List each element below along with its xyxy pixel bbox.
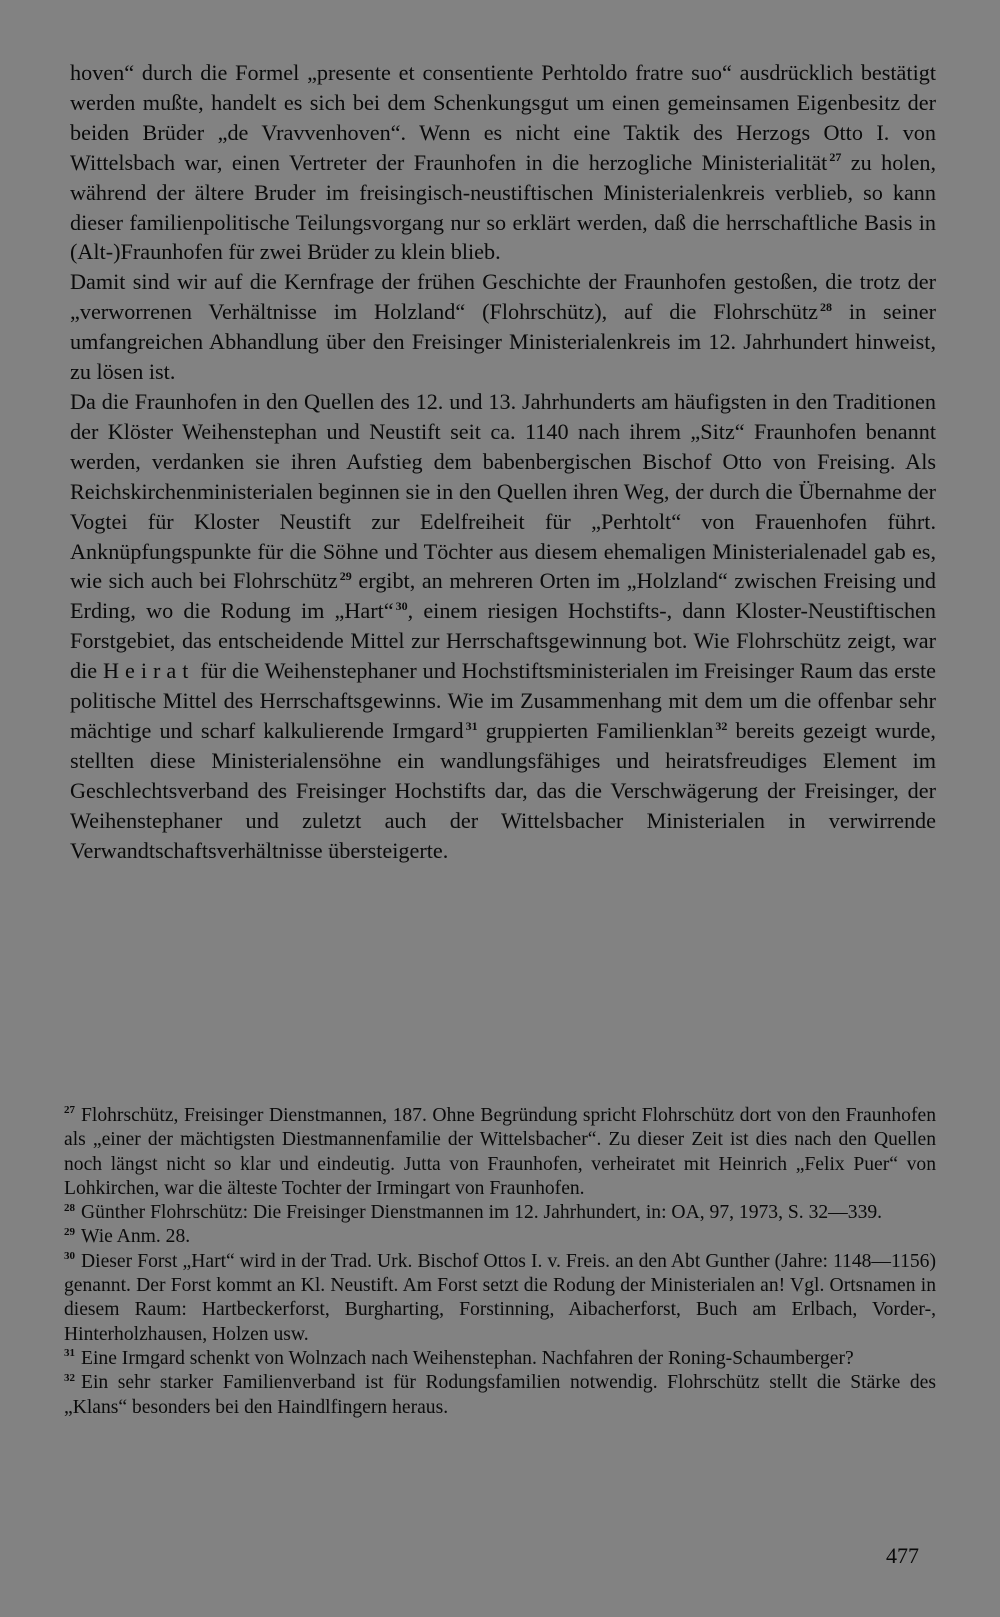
- footnote-32: [64, 1371, 936, 1420]
- footnote-ref-27: 27: [829, 150, 842, 165]
- footnote-text: Dieser Forst „Hart“ wird in der Trad. Urk. Bischof Ottos I. v. Freis. an den Abt Gunther (Jahre: 1148—1156) genannt. Der Forst kommt an Kl. Neustift. Am Forst setzt die Rodung der Ministerialen an! Vgl. Ortsnamen in diesem Raum: Hartbeckerforst, Burgharting, Forstinning, Aibacherforst, Buch am Erlbach, Vorder-, Hinterholzhausen, Holzen usw.: [64, 1250, 936, 1345]
- paragraph-1-text-b: zu holen, während der ältere Bruder im freisingisch-neustiftischen Ministerialenkreis verblieb, so kann dieser familienpolitische Teilungsvorgang nur so erklärt werden, daß die herrschaftliche Basis in (Alt-)Fraunhofen für zwei Brüder zu klein blieb.: [70, 149, 936, 265]
- footnote-text: Ein sehr starker Familienverband ist für Rodungsfamilien notwendig. Flohrschütz stellt die Stärke des „Klans“ besonders bei den Haindlfingern heraus.: [64, 1372, 936, 1418]
- paragraph-1: [70, 58, 936, 267]
- footnote-number: 27: [64, 1104, 75, 1117]
- footnote-28: [64, 1201, 936, 1225]
- paragraph-3-text-e: gruppierten Familienklan: [477, 717, 714, 743]
- emphasis-heirat: Heirat: [102, 658, 195, 684]
- paragraph-3: [70, 387, 936, 866]
- paragraph-3-text-d: für die Weihenstephaner und Hochstiftsministerialen im Freisinger Raum das erste politische Mittel des Herrschaftsgewinns. Wie im Zusammenhang mit dem um die offenbar sehr mächtige und scharf kalkulierende Irmgard: [70, 658, 936, 743]
- footnote-27: [64, 1104, 936, 1201]
- footnote-ref-29: 29: [339, 569, 352, 584]
- footnote-number: 30: [64, 1250, 75, 1263]
- footnotes: [64, 1104, 936, 1420]
- footnote-number: 31: [64, 1347, 75, 1360]
- footnote-ref-28: 28: [820, 299, 832, 314]
- footnote-number: 29: [64, 1225, 75, 1238]
- paragraph-1-text-a: hoven“ durch die Formel „presente et consentiente Perhtoldo fratre suo“ ausdrücklich bestätigt werden mußte, handelt es sich bei dem Schenkungsgut um einen gemeinsamen Eigenbesitz der beiden Brüder „de Vravvenhoven“. Wenn es nicht eine Taktik des Herzogs Otto I. von Wittelsbach war, einen Vertreter der Fraunhofen in die herzogliche Ministerialität: [70, 60, 936, 175]
- paragraph-2-text-b: in seiner umfangreichen Abhandlung über den Freisinger Ministerialenkreis im 12. Jahrhundert hinweist, zu lösen ist.: [70, 299, 936, 385]
- footnote-31: [64, 1347, 936, 1371]
- footnote-text: Günther Flohrschütz: Die Freisinger Dienstmannen im 12. Jahrhundert, in: OA, 97, 1973, S. 32—339.: [81, 1202, 883, 1224]
- footnote-number: 28: [64, 1201, 75, 1214]
- footnote-ref-31: 31: [465, 718, 478, 733]
- footnote-30: [64, 1250, 936, 1347]
- footnote-text: Eine Irmgard schenkt von Wolnzach nach Weihenstephan. Nachfahren der Roning-Schaumberger?: [81, 1347, 854, 1369]
- footnote-29: [64, 1225, 936, 1249]
- paragraph-3-text-b: ergibt, an mehreren Orten im „Holzland“ zwischen Freising und Erding, wo die Rodung im „Hart“: [70, 568, 937, 624]
- footnote-ref-30: 30: [395, 598, 408, 613]
- footnote-number: 32: [64, 1371, 75, 1384]
- paragraph-2: [70, 267, 936, 387]
- main-text: [70, 58, 936, 865]
- paragraph-3-text-a: Da die Fraunhofen in den Quellen des 12. und 13. Jahrhunderts am häufigsten in den Traditionen der Klöster Weihenstephan und Neustift seit ca. 1140 nach ihrem „Sitz“ Fraunhofen benannt werden, verdanken sie ihren Aufstieg dem babenbergischen Bischof Otto von Freising. Als Reichskirchenministerialen beginnen sie in den Quellen ihren Weg, der durch die Übernahme der Vogtei für Kloster Neustift zur Edelfreiheit für „Perhtolt“ von Frauenhofen führt. Anknüpfungspunkte für die Söhne und Töchter aus diesem ehemaligen Ministerialenadel gab es, wie sich auch bei Flohrschütz: [70, 388, 936, 594]
- paragraph-3-text-c: , einem riesigen Hochstifts-, dann Kloster-Neustiftischen Forstgebiet, das entscheidende Mittel zur Herrschaftsgewinnung bot. Wie Flohrschütz zeigt, war die: [70, 598, 936, 684]
- paragraph-2-text-a: Damit sind wir auf die Kernfrage der frühen Geschichte der Fraunhofen gestoßen, die trotz der „verworrenen Verhältnisse im Holzland“ (Flohrschütz), auf die Flohrschütz: [70, 269, 936, 325]
- paragraph-3-text-f: bereits gezeigt wurde, stellten diese Ministerialensöhne ein wandlungsfähiges und heiratsfreudiges Element im Geschlechtsverband des Freisinger Hochstifts dar, das die Verschwägerung der Freisinger, der Weihenstephaner und zuletzt auch der Wittelsbacher Ministerialen in verwirrende Verwandtschaftsverhältnisse übersteigerte.: [70, 717, 936, 863]
- footnote-text: Flohrschütz, Freisinger Dienstmannen, 187. Ohne Begründung spricht Flohrschütz dort von den Fraunhofen als „einer der mächtigsten Diestmannenfamilie der Wittelsbacher“. Zu dieser Zeit ist dies nach den Quellen noch längst nicht so klar und eindeutig. Jutta von Fraunhofen, verheiratet mit Heinrich „Felix Puer“ von Lohkirchen, war die älteste Tochter der Irmingart von Fraunhofen.: [64, 1105, 936, 1199]
- footnote-ref-32: 32: [715, 718, 728, 733]
- footnote-text: Wie Anm. 28.: [81, 1226, 191, 1248]
- page-number: 477: [886, 1543, 919, 1568]
